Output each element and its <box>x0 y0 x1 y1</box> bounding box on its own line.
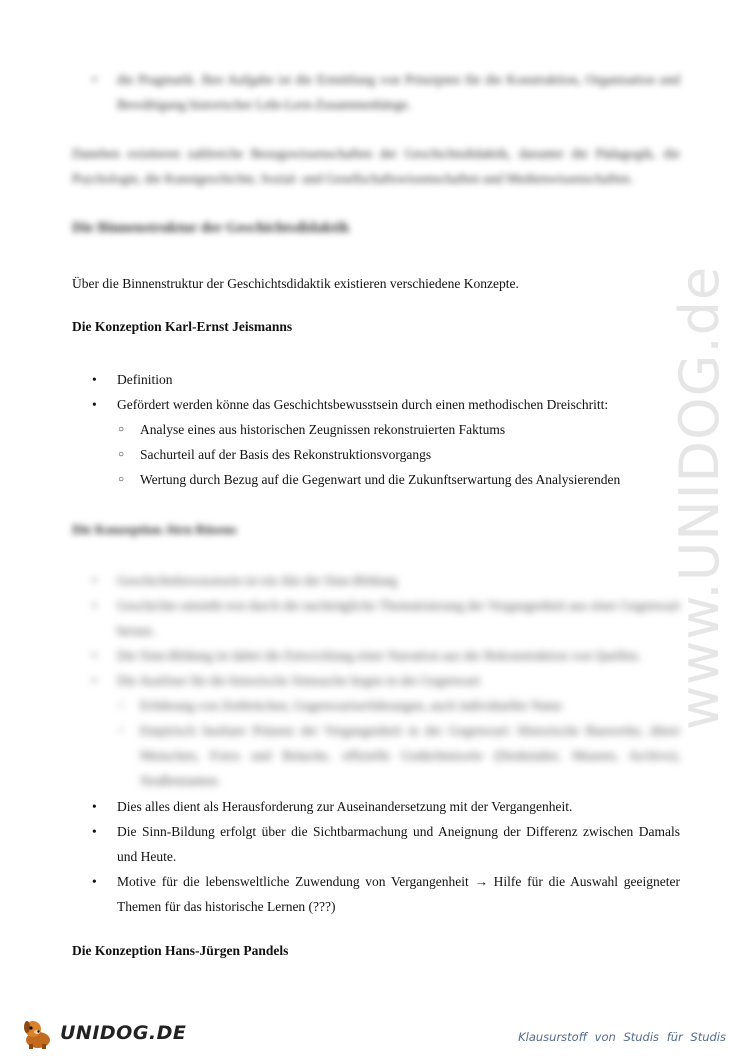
list-item: • die Pragmatik. Ihre Aufgabe ist die Ermittlung von Prinzipien für die Konstruktion, Organisation und Bewältigung historischer Lehr-Lern-Zusammenhänge. <box>72 67 680 117</box>
list-item: • Die Sinn-Bildung erfolgt über die Sichtbarmachung und Aneignung der Differenz zwischen Damals und Heute. <box>72 819 680 869</box>
sub-list-item: ○ Sachurteil auf der Basis des Rekonstruktionsvorgangs <box>72 442 680 467</box>
bullet: • <box>92 573 97 588</box>
list-item: • Dies alles dient als Herausforderung zur Auseinandersetzung mit der Vergangenheit. <box>72 794 680 819</box>
section-intro: Über die Binnenstruktur der Geschichtsdidaktik existieren verschiedene Konzepte. <box>72 276 519 291</box>
logo-text: UNIDOG.DE <box>60 1022 187 1044</box>
bullet: • <box>92 372 97 387</box>
blurred-paragraph: Daneben existieren zahlreiche Bezugswissenschaften der Geschichtsdidaktik, darunter die Pädagogik, die Psychologie, die Kunstgeschichte, Sozial- und Gesellschaftswissenschaften und Medienwissenschaften. <box>72 146 680 186</box>
sub-list-item: ○ Wertung durch Bezug auf die Gegenwart und die Zukunftserwartung des Analysierenden <box>72 467 680 492</box>
list-item: • Definition <box>72 367 680 392</box>
ruesen-blurred-list <box>72 568 680 793</box>
jeismann-heading: Die Konzeption Karl-Ernst Jeismanns <box>72 319 293 334</box>
sub-list-item: ○ Erfahrung von Zeitbrüchen, Gegenwartserfahrungen, auch individueller Natur <box>72 693 680 718</box>
ruesen-list <box>72 794 680 919</box>
bullet: • <box>92 648 97 663</box>
bullet: • <box>92 72 97 87</box>
circle-bullet: ○ <box>118 449 125 460</box>
circle-bullet: ○ <box>118 424 125 435</box>
bullet: • <box>92 874 97 889</box>
dog-icon <box>20 1016 56 1050</box>
circle-bullet: ○ <box>118 474 125 485</box>
bullet: • <box>92 673 97 688</box>
ruesen-heading: Die Konzeption Jörn Rüsens <box>72 522 237 537</box>
jeismann-list <box>72 367 680 492</box>
pandel-heading: Die Konzeption Hans-Jürgen Pandels <box>72 943 289 958</box>
list-item: • Geschichte entsteht erst durch die nachträgliche Thematisierung der Vergangenheit aus einer Gegenwart heraus. <box>72 593 680 643</box>
circle-bullet: ○ <box>118 700 125 711</box>
list-item: • Gefördert werden könne das Geschichtsbewusstsein durch einen methodischen Dreischritt: <box>72 392 680 417</box>
list-item: • Motive für die lebensweltliche Zuwendung von Vergangenheit → Hilfe für die Auswahl geeigneter Themen für das historische Lernen (???) <box>72 869 680 919</box>
list-item: • Geschichtsbewusstsein ist ein Akt der Sinn-Bildung <box>72 568 680 593</box>
list-item: • Die Auslöser für die historische Sinnsuche liegen in der Gegenwart <box>72 668 680 693</box>
watermark: www.UNIDOG.de <box>668 265 731 730</box>
list-item: • Die Sinn-Bildung ist dabei die Entwicklung einer Narration aus der Rekonstruktion von Quellen. <box>72 643 680 668</box>
footer-tagline: Klausurstoff von Studis für Studis <box>518 1030 726 1044</box>
sub-list-item: ○ Empirisch fassbare Präsenz der Vergangenheit in der Gegenwart: Historische Bauwerke, ältere Menschen, Fotos und Bräuche, offizielle Gedächtnisorte (Denkmäler, Museen, Archive), Straßennamen. <box>72 718 680 793</box>
blurred-top-list <box>72 67 680 117</box>
bullet: • <box>92 824 97 839</box>
circle-bullet: ○ <box>118 725 125 736</box>
unidog-logo[interactable] <box>20 1013 186 1053</box>
bullet: • <box>92 799 97 814</box>
bullet: • <box>92 598 97 613</box>
section-heading: Die Binnenstruktur der Geschichtsdidaktik <box>72 220 350 236</box>
bullet: • <box>92 397 97 412</box>
sub-list-item: ○ Analyse eines aus historischen Zeugnissen rekonstruierten Faktums <box>72 417 680 442</box>
